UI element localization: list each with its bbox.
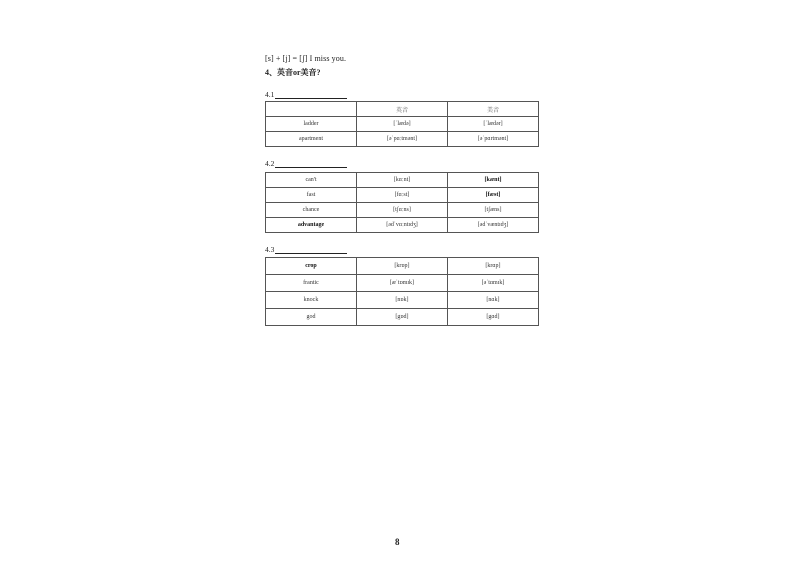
american-cell: [əˈpɑrtmənt]: [448, 132, 539, 147]
american-cell: [krɑp]: [448, 258, 539, 275]
british-cell: [ˈlædə]: [357, 117, 448, 132]
american-cell: [fæst]: [448, 188, 539, 203]
intro-line: [s] + [j] = [ʃ] I miss you.: [265, 54, 347, 63]
table-row: [266, 117, 539, 132]
phonetic-table-4-2: [265, 172, 539, 233]
british-cell: [fɑːst]: [357, 188, 448, 203]
word-cell: can't: [266, 173, 357, 188]
section-label-4-3: [265, 245, 347, 254]
table-row: [266, 275, 539, 292]
table-row: [266, 218, 539, 233]
british-cell: [krɒp]: [357, 258, 448, 275]
word-cell: frantic: [266, 275, 357, 292]
table-row: [266, 188, 539, 203]
word-cell: chance: [266, 203, 357, 218]
table-row: [266, 258, 539, 275]
american-cell: [kænt]: [448, 173, 539, 188]
word-cell: god: [266, 309, 357, 326]
section-label-4-2: [265, 159, 347, 168]
answer-blank: [275, 245, 347, 254]
section-number: 4.3: [265, 245, 275, 254]
american-cell: [tʃæns]: [448, 203, 539, 218]
page-number: 8: [395, 537, 400, 547]
american-cell: [nɑk]: [448, 292, 539, 309]
question-heading: 4、英音or美音?: [265, 68, 321, 77]
british-cell: [tʃɑːns]: [357, 203, 448, 218]
answer-blank: [275, 159, 347, 168]
british-cell: [gɒd]: [357, 309, 448, 326]
table-row: [266, 132, 539, 147]
british-cell: [æˈtɒmɪk]: [357, 275, 448, 292]
table-row: [266, 309, 539, 326]
header-cell-british: 英音: [357, 102, 448, 117]
word-cell: apartment: [266, 132, 357, 147]
british-cell: [əˈpɑːtmənt]: [357, 132, 448, 147]
word-cell: crop: [266, 258, 357, 275]
section-number: 4.2: [265, 159, 275, 168]
word-cell: ladder: [266, 117, 357, 132]
answer-blank: [275, 90, 347, 99]
section-number: 4.1: [265, 90, 275, 99]
american-cell: [əˈtɑmɪk]: [448, 275, 539, 292]
british-cell: [nɒk]: [357, 292, 448, 309]
header-cell: [266, 102, 357, 117]
table-row: [266, 173, 539, 188]
british-cell: [kɑːnt]: [357, 173, 448, 188]
word-cell: fast: [266, 188, 357, 203]
american-cell: [ˈlædər]: [448, 117, 539, 132]
american-cell: [gɑd]: [448, 309, 539, 326]
british-cell: [ədˈvɑːntɪdʒ]: [357, 218, 448, 233]
american-cell: [ədˈvæntɪdʒ]: [448, 218, 539, 233]
phonetic-table-4-3: [265, 257, 539, 326]
table-row: [266, 203, 539, 218]
header-cell-american: 美音: [448, 102, 539, 117]
word-cell: knock: [266, 292, 357, 309]
table-header-row: [266, 102, 539, 117]
section-label-4-1: [265, 90, 347, 99]
phonetic-table-4-1: [265, 101, 539, 147]
word-cell: advantage: [266, 218, 357, 233]
table-row: [266, 292, 539, 309]
